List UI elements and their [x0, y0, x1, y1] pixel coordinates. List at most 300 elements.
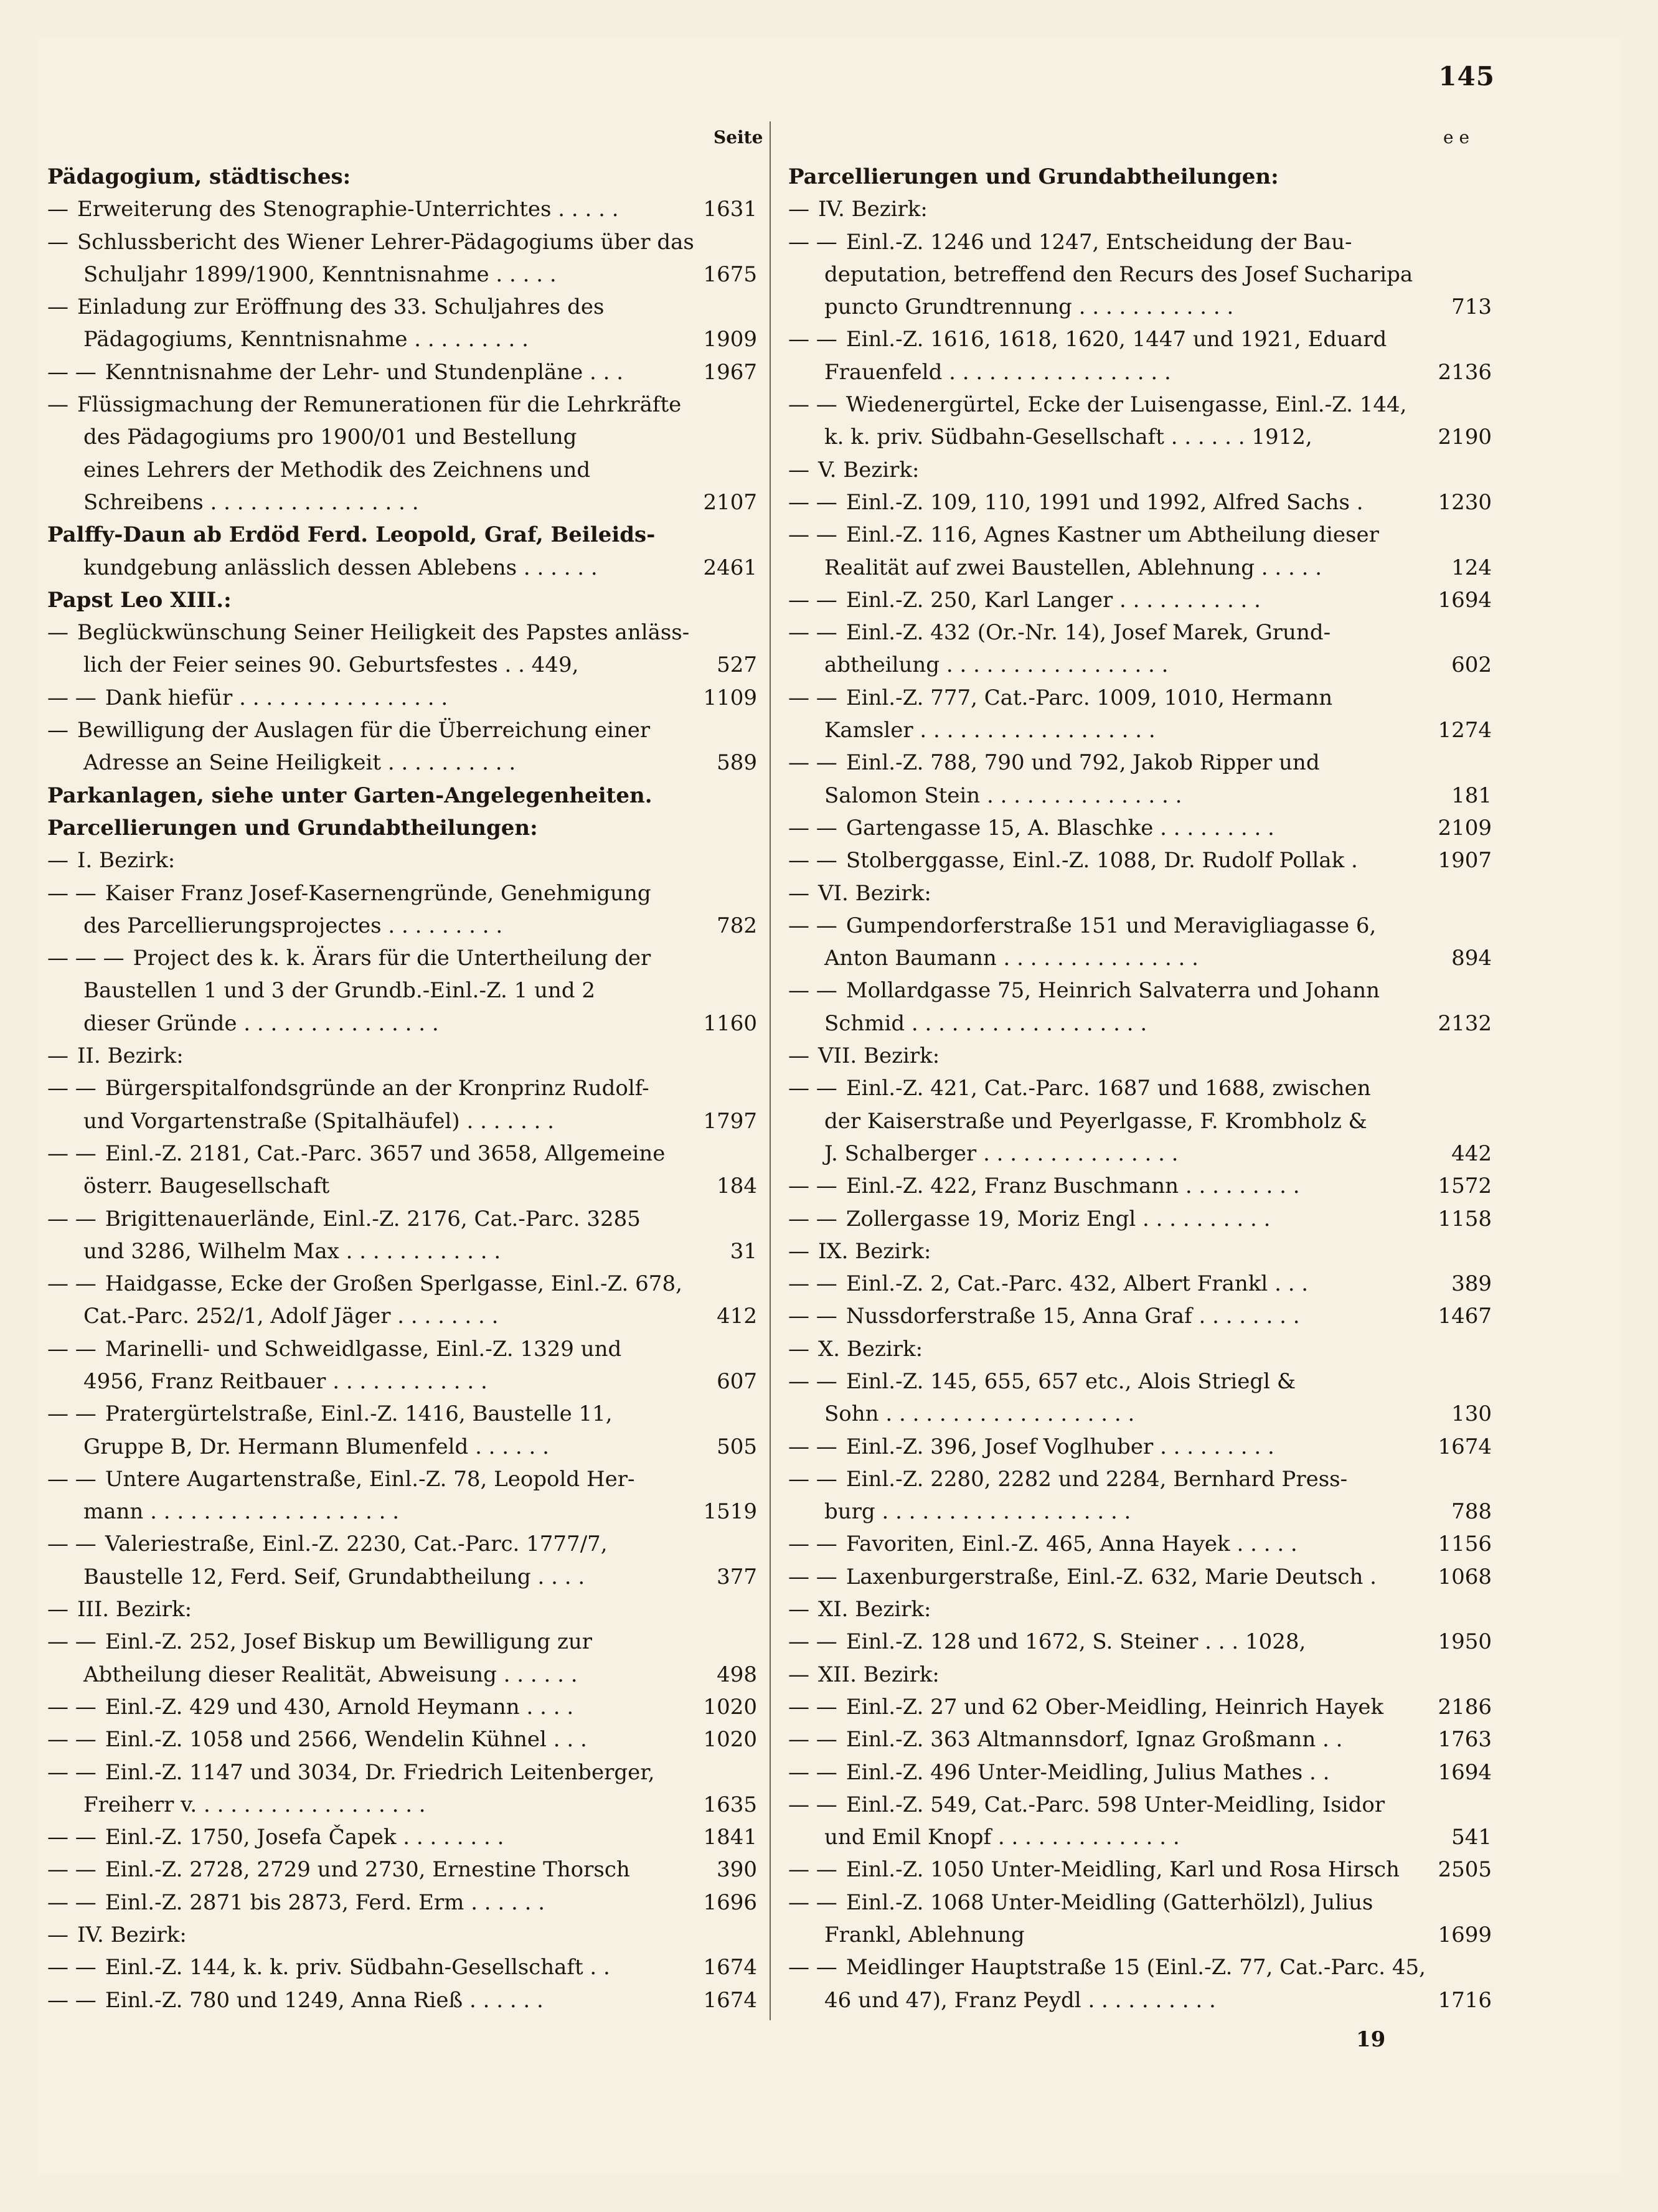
- entry-text: Wiedenergürtel, Ecke der Luisengasse, Einl.-Z. 144,: [845, 392, 1407, 418]
- entry-dash: — —: [788, 1694, 837, 1720]
- entry-text: Project des k. k. Ärars für die Untertheilung der: [133, 946, 651, 971]
- index-entry-line: [788, 1333, 1492, 1365]
- entry-text: Einl.-Z. 2181, Cat.-Parc. 3657 und 3658, Allgemeine: [105, 1141, 666, 1166]
- entry-dash: — —: [788, 1304, 837, 1329]
- entry-dash: — —: [788, 522, 837, 548]
- entry-dash: —: [788, 1336, 809, 1362]
- index-entry-line: [788, 746, 1492, 779]
- entry-text: Pädagogiums, Kenntnisnahme . . . . . . . . .: [83, 327, 529, 352]
- index-entry-line: [47, 421, 757, 453]
- entry-text: Laxenburgerstraße, Einl.-Z. 632, Marie Deutsch .: [845, 1564, 1377, 1589]
- entry-text: Valeriestraße, Einl.-Z. 2230, Cat.-Parc. 1777/7,: [105, 1532, 608, 1557]
- page-reference: 1020: [698, 1691, 757, 1723]
- page-reference: 1763: [1433, 1723, 1492, 1756]
- page-reference: 2186: [1433, 1691, 1492, 1723]
- page-reference: 1699: [1433, 1919, 1492, 1951]
- entry-text: der Kaiserstraße und Peyerlgasse, F. Krombholz &: [824, 1108, 1367, 1134]
- entry-text: Einl.-Z. 549, Cat.-Parc. 598 Unter-Meidling, Isidor: [845, 1792, 1385, 1817]
- index-entry-line: [788, 1431, 1492, 1463]
- entry-text: mann . . . . . . . . . . . . . . . . . . .: [83, 1499, 399, 1525]
- index-entry-line: [788, 877, 1492, 910]
- index-entry-line: [47, 1984, 757, 2017]
- index-entry-line: [788, 649, 1492, 681]
- index-entry-line: [47, 714, 757, 746]
- entry-text: Einl.-Z. 2280, 2282 und 2284, Bernhard Press-: [845, 1466, 1348, 1492]
- page-reference: 505: [712, 1431, 757, 1463]
- entry-dash: — —: [47, 1141, 97, 1166]
- index-entry-line: [788, 1561, 1492, 1593]
- entry-text: Gruppe B, Dr. Hermann Blumenfeld . . . . . .: [83, 1434, 549, 1459]
- index-entry-line: [47, 1593, 757, 1626]
- index-heading: Papst Leo XIII.:: [47, 587, 232, 613]
- index-entry-line: [47, 877, 757, 910]
- entry-text: Nussdorferstraße 15, Anna Graf . . . . . . . .: [845, 1304, 1300, 1329]
- entry-text: V. Bezirk:: [818, 457, 920, 482]
- entry-text: Einl.-Z. 144, k. k. priv. Südbahn-Gesellschaft . .: [105, 1955, 610, 1980]
- index-entry-line: [47, 1821, 757, 1853]
- index-entry-line: [47, 1300, 757, 1332]
- entry-text: Cat.-Parc. 252/1, Adolf Jäger . . . . . . . .: [83, 1304, 499, 1329]
- entry-text: Schuljahr 1899/1900, Kenntnisnahme . . . . .: [83, 261, 557, 287]
- page-reference: 1109: [698, 682, 757, 714]
- entry-dash: — —: [788, 1206, 837, 1231]
- entry-dash: —: [788, 880, 809, 906]
- entry-dash: — —: [788, 392, 837, 418]
- page-reference: 589: [712, 746, 757, 779]
- index-entry-line: [47, 519, 757, 551]
- entry-text: Schreibens . . . . . . . . . . . . . . . .: [83, 489, 419, 515]
- page-reference: 2190: [1433, 421, 1492, 453]
- entry-text: Marinelli- und Schweidlgasse, Einl.-Z. 1329 und: [105, 1336, 622, 1362]
- entry-text: Realität auf zwei Baustellen, Ablehnung . . . . .: [824, 555, 1322, 580]
- index-entry-line: [788, 779, 1492, 812]
- index-entry-line: [788, 388, 1492, 421]
- entry-text: XII. Bezirk:: [818, 1662, 940, 1687]
- index-entry-line: [47, 258, 757, 291]
- entry-dash: — —: [788, 1629, 837, 1655]
- page-reference: 1068: [1433, 1561, 1492, 1593]
- entry-text: Beglückwünschung Seiner Heiligkeit des Papstes anläss-: [77, 620, 690, 646]
- index-entry-line: [788, 682, 1492, 714]
- index-entry-line: [788, 1951, 1492, 1984]
- entry-dash: — —: [47, 1336, 97, 1362]
- page-reference: 2132: [1433, 1007, 1492, 1040]
- index-entry-line: [47, 486, 757, 519]
- page-reference: 1675: [698, 258, 757, 291]
- page-reference: 1519: [698, 1495, 757, 1528]
- entry-text: Sohn . . . . . . . . . . . . . . . . . . .: [824, 1401, 1135, 1427]
- entry-dash: —: [47, 197, 68, 222]
- index-entry-line: [788, 161, 1492, 193]
- entry-text: Stolberggasse, Einl.-Z. 1088, Dr. Rudolf Pollak .: [845, 848, 1358, 873]
- entry-dash: — —: [47, 685, 97, 710]
- index-entry-line: [788, 1203, 1492, 1235]
- entry-text: Zollergasse 19, Moriz Engl . . . . . . . . . .: [845, 1206, 1271, 1231]
- index-entry-line: [788, 454, 1492, 486]
- entry-text: Gartengasse 15, A. Blaschke . . . . . . . . .: [845, 815, 1274, 840]
- index-entry-line: [788, 1463, 1492, 1495]
- index-entry-line: [788, 1626, 1492, 1658]
- entry-text: 46 und 47), Franz Peydl . . . . . . . . . .: [824, 1987, 1216, 2013]
- entry-dash: —: [47, 1597, 68, 1622]
- entry-text: IX. Bezirk:: [818, 1238, 931, 1264]
- entry-text: Einl.-Z. 496 Unter-Meidling, Julius Mathes . .: [845, 1759, 1330, 1785]
- page-reference: 1907: [1433, 844, 1492, 877]
- index-column-right: [788, 161, 1492, 2017]
- entry-dash: — —: [47, 1466, 97, 1492]
- entry-text: und 3286, Wilhelm Max . . . . . . . . . . . .: [83, 1238, 501, 1264]
- entry-text: und Emil Knopf . . . . . . . . . . . . . .: [824, 1825, 1180, 1850]
- entry-dash: — —: [47, 1825, 97, 1850]
- entry-text: I. Bezirk:: [77, 848, 176, 873]
- entry-text: Einl.-Z. 777, Cat.-Parc. 1009, 1010, Hermann: [845, 685, 1333, 710]
- index-entry-line: [788, 616, 1492, 649]
- index-entry-line: [788, 714, 1492, 746]
- entry-dash: —: [788, 1238, 809, 1264]
- index-entry-line: [788, 421, 1492, 453]
- entry-dash: — —: [788, 1174, 837, 1199]
- entry-text: Einl.-Z. 1750, Josefa Čapek . . . . . . . .: [105, 1825, 504, 1850]
- page-reference: 389: [1446, 1268, 1492, 1300]
- entry-dash: —: [47, 848, 68, 873]
- entry-text: Einl.-Z. 1246 und 1247, Entscheidung der Bau-: [845, 229, 1352, 255]
- index-entry-line: [47, 1170, 757, 1202]
- entry-text: Einl.-Z. 27 und 62 Ober-Meidling, Heinrich Hayek: [845, 1694, 1384, 1720]
- entry-text: IV. Bezirk:: [77, 1923, 187, 1948]
- entry-dash: — —: [788, 1857, 837, 1883]
- index-heading: Pädagogium, städtisches:: [47, 164, 351, 189]
- entry-text: deputation, betreffend den Recurs des Josef Sucharipa: [824, 261, 1413, 287]
- index-entry-line: [47, 910, 757, 942]
- index-entry-line: [788, 291, 1492, 323]
- page-reference: 1967: [698, 356, 757, 388]
- entry-text: Adresse an Seine Heiligkeit . . . . . . . . . .: [83, 750, 516, 776]
- page-reference: 1674: [698, 1984, 757, 2017]
- entry-text: kundgebung anlässlich dessen Ablebens . . . . . .: [83, 555, 598, 580]
- index-entry-line: [788, 1040, 1492, 1072]
- entry-dash: —: [788, 1662, 809, 1687]
- entry-dash: — —: [47, 1401, 97, 1427]
- page-reference: 442: [1446, 1137, 1492, 1170]
- entry-dash: — —: [788, 750, 837, 776]
- index-entry-line: [47, 356, 757, 388]
- index-entry-line: [788, 226, 1492, 258]
- index-entry-line: [47, 1431, 757, 1463]
- page-reference: 2109: [1433, 812, 1492, 844]
- entry-dash: —: [47, 1923, 68, 1948]
- entry-text: Einladung zur Eröffnung des 33. Schuljahres des: [77, 294, 605, 320]
- index-entry-line: [788, 974, 1492, 1007]
- index-entry-line: [788, 258, 1492, 291]
- page-reference: 1572: [1433, 1170, 1492, 1202]
- index-entry-line: [788, 486, 1492, 519]
- index-entry-line: [47, 1951, 757, 1984]
- index-entry-line: [47, 323, 757, 355]
- index-entry-line: [788, 519, 1492, 551]
- index-entry-line: [788, 1659, 1492, 1691]
- entry-text: Einl.-Z. 396, Josef Voglhuber . . . . . . . . .: [845, 1434, 1274, 1459]
- index-entry-line: [788, 323, 1492, 355]
- index-entry-line: [47, 1072, 757, 1104]
- entry-dash: — —: [47, 1890, 97, 1915]
- entry-text: Einl.-Z. 2871 bis 2873, Ferd. Erm . . . . . .: [105, 1890, 545, 1915]
- page-reference: 788: [1446, 1495, 1492, 1528]
- entry-dash: — —: [47, 1076, 97, 1101]
- entry-dash: — —: [47, 1727, 97, 1753]
- entry-text: Untere Augartenstraße, Einl.-Z. 78, Leopold Her-: [105, 1466, 635, 1492]
- index-entry-line: [47, 1137, 757, 1170]
- page-reference: 181: [1446, 779, 1492, 812]
- entry-dash: — —: [788, 848, 837, 873]
- index-entry-line: [47, 1886, 757, 1919]
- entry-text: J. Schalberger . . . . . . . . . . . . . . .: [824, 1141, 1179, 1166]
- index-entry-line: [47, 1268, 757, 1300]
- index-entry-line: [47, 1919, 757, 1951]
- page-reference: 184: [712, 1170, 757, 1202]
- index-heading: Parcellierungen und Grundabtheilungen:: [47, 815, 538, 840]
- index-entry-line: [47, 1333, 757, 1365]
- entry-dash: — —: [788, 1368, 837, 1394]
- index-entry-line: [47, 682, 757, 714]
- entry-text: Einl.-Z. 363 Altmannsdorf, Ignaz Großmann . .: [845, 1727, 1343, 1753]
- entry-dash: — —: [47, 1271, 97, 1297]
- entry-dash: —: [47, 294, 68, 320]
- entry-dash: — —: [788, 1759, 837, 1785]
- entry-dash: — —: [47, 1857, 97, 1883]
- index-entry-line: [788, 584, 1492, 616]
- entry-dash: — —: [788, 327, 837, 352]
- index-entry-line: [47, 1756, 757, 1789]
- entry-text: VII. Bezirk:: [818, 1043, 940, 1069]
- page-reference: 1230: [1433, 486, 1492, 519]
- page-reference: 1716: [1433, 1984, 1492, 2017]
- entry-text: lich der Feier seines 90. Geburtsfestes . . 449,: [83, 652, 579, 678]
- entry-text: VI. Bezirk:: [818, 880, 931, 906]
- entry-text: 4956, Franz Reitbauer . . . . . . . . . . . .: [83, 1368, 488, 1394]
- entry-dash: — —: [788, 1792, 837, 1817]
- entry-text: des Pädagogiums pro 1900/01 und Bestellung: [83, 425, 577, 450]
- index-entry-line: [47, 1235, 757, 1268]
- page-reference: 2461: [698, 552, 757, 584]
- index-entry-line: [47, 1659, 757, 1691]
- index-entry-line: [47, 942, 757, 974]
- entry-dash: — —: [47, 359, 97, 385]
- entry-dash: — —: [47, 1955, 97, 1980]
- entry-text: Einl.-Z. 1050 Unter-Meidling, Karl und Rosa Hirsch: [845, 1857, 1400, 1883]
- entry-text: Einl.-Z. 421, Cat.-Parc. 1687 und 1688, zwischen: [845, 1076, 1371, 1101]
- signature-mark: 19: [1356, 2027, 1386, 2052]
- index-entry-line: [788, 1886, 1492, 1919]
- entry-text: Meidlinger Hauptstraße 15 (Einl.-Z. 77, Cat.-Parc. 45,: [845, 1955, 1426, 1980]
- entry-text: Einl.-Z. 1147 und 3034, Dr. Friedrich Leitenberger,: [105, 1759, 655, 1785]
- page-reference: 1950: [1433, 1626, 1492, 1658]
- entry-text: Einl.-Z. 2, Cat.-Parc. 432, Albert Frankl . . .: [845, 1271, 1309, 1297]
- entry-dash: —: [788, 1043, 809, 1069]
- entry-dash: — —: [47, 1759, 97, 1785]
- page-reference: 1694: [1433, 584, 1492, 616]
- entry-text: Einl.-Z. 128 und 1672, S. Steiner . . . 1028,: [845, 1629, 1306, 1655]
- index-entry-line: [47, 1007, 757, 1040]
- index-entry-line: [788, 193, 1492, 225]
- entry-text: Einl.-Z. 1068 Unter-Meidling (Gatterhölzl), Julius: [845, 1890, 1373, 1915]
- page-reference: 1631: [698, 193, 757, 225]
- entry-dash: — —: [788, 1076, 837, 1101]
- index-entry-line: [47, 454, 757, 486]
- page-reference: 130: [1446, 1398, 1492, 1430]
- page-reference: 1635: [698, 1789, 757, 1821]
- page-reference: 1841: [698, 1821, 757, 1853]
- entry-dash: — —: [47, 1532, 97, 1557]
- entry-text: Dank hiefür . . . . . . . . . . . . . . . .: [105, 685, 448, 710]
- page-reference: 377: [712, 1561, 757, 1593]
- entry-text: III. Bezirk:: [77, 1597, 192, 1622]
- index-entry-line: [47, 1105, 757, 1137]
- page-reference: 782: [712, 910, 757, 942]
- page-reference: 527: [712, 649, 757, 681]
- entry-text: Parkanlagen, siehe unter Garten-Angelegenheiten.: [47, 783, 652, 808]
- index-entry-line: [788, 1398, 1492, 1430]
- entry-text: Einl.-Z. 429 und 430, Arnold Heymann . . . .: [105, 1694, 574, 1720]
- entry-dash: — — —: [47, 946, 125, 971]
- entry-text: Baustelle 12, Ferd. Seif, Grundabtheilung . . . .: [83, 1564, 585, 1589]
- entry-text: Einl.-Z. 422, Franz Buschmann . . . . . . . . .: [845, 1174, 1300, 1199]
- entry-text: Anton Baumann . . . . . . . . . . . . . . .: [824, 946, 1199, 971]
- index-entry-line: [788, 1919, 1492, 1951]
- entry-text: Brigittenauerlände, Einl.-Z. 2176, Cat.-Parc. 3285: [105, 1206, 641, 1231]
- entry-text: Einl.-Z. 788, 790 und 792, Jakob Ripper und: [845, 750, 1320, 776]
- entry-dash: — —: [788, 978, 837, 1004]
- column-divider: [770, 121, 771, 2020]
- page-reference: 1674: [1433, 1431, 1492, 1463]
- entry-text: Einl.-Z. 145, 655, 657 etc., Alois Striegl &: [845, 1368, 1296, 1394]
- page-reference: 390: [712, 1853, 757, 1886]
- index-entry-line: [47, 388, 757, 421]
- index-entry-line: [788, 942, 1492, 974]
- entry-text: Einl.-Z. 2728, 2729 und 2730, Ernestine Thorsch: [105, 1857, 630, 1883]
- page-reference: 1467: [1433, 1300, 1492, 1332]
- index-entry-line: [788, 1365, 1492, 1398]
- index-entry-line: [47, 193, 757, 225]
- entry-dash: — —: [47, 1987, 97, 2013]
- index-entry-line: [47, 161, 757, 193]
- entry-dash: — —: [788, 620, 837, 646]
- entry-dash: — —: [788, 1727, 837, 1753]
- entry-text: Bürgerspitalfondsgründe an der Kronprinz Rudolf-: [105, 1076, 649, 1101]
- entry-dash: — —: [788, 489, 837, 515]
- index-entry-line: [47, 1365, 757, 1398]
- entry-dash: — —: [788, 1434, 837, 1459]
- page-reference: 1020: [698, 1723, 757, 1756]
- page-reference: 2505: [1433, 1853, 1492, 1886]
- seite-label-right: e e: [1443, 127, 1470, 148]
- index-entry-line: [788, 1495, 1492, 1528]
- page-reference: 2107: [698, 486, 757, 519]
- entry-text: Einl.-Z. 1058 und 2566, Wendelin Kühnel . . .: [105, 1727, 587, 1753]
- index-entry-line: [47, 649, 757, 681]
- entry-text: Bewilligung der Auslagen für die Überreichung einer: [77, 718, 651, 743]
- page-number: 145: [1438, 61, 1495, 92]
- entry-dash: — —: [47, 1629, 97, 1655]
- entry-text: Frankl, Ablehnung: [824, 1923, 1025, 1948]
- index-entry-line: [47, 1398, 757, 1430]
- index-entry-line: [47, 226, 757, 258]
- index-entry-line: [47, 974, 757, 1007]
- entry-dash: — —: [788, 1532, 837, 1557]
- page-reference: 2136: [1433, 356, 1492, 388]
- entry-dash: — —: [788, 1466, 837, 1492]
- index-entry-line: [47, 1528, 757, 1560]
- index-entry-line: [788, 844, 1492, 877]
- index-entry-line: [47, 1691, 757, 1723]
- entry-text: Flüssigmachung der Remunerationen für die Lehrkräfte: [77, 392, 682, 418]
- index-entry-line: [47, 812, 757, 844]
- index-entry-line: [47, 1561, 757, 1593]
- index-entry-line: [788, 1268, 1492, 1300]
- index-entry-line: [788, 1789, 1492, 1821]
- entry-text: IV. Bezirk:: [818, 197, 928, 222]
- page-reference: 1274: [1433, 714, 1492, 746]
- page-reference: 713: [1446, 291, 1492, 323]
- entry-dash: —: [47, 718, 68, 743]
- entry-text: Schmid . . . . . . . . . . . . . . . . . .: [824, 1010, 1147, 1036]
- entry-text: Einl.-Z. 250, Karl Langer . . . . . . . . . . .: [845, 587, 1261, 613]
- index-entry-line: [47, 616, 757, 649]
- index-entry-line: [47, 291, 757, 323]
- index-entry-line: [47, 1495, 757, 1528]
- index-entry-line: [47, 1203, 757, 1235]
- page-reference: 602: [1446, 649, 1492, 681]
- index-column-left: [47, 161, 757, 2017]
- index-entry-line: [788, 356, 1492, 388]
- entry-text: puncto Grundtrennung . . . . . . . . . . . .: [824, 294, 1234, 320]
- entry-dash: —: [47, 620, 68, 646]
- entry-dash: — —: [788, 1955, 837, 1980]
- entry-text: Mollardgasse 75, Heinrich Salvaterra und Johann: [845, 978, 1380, 1004]
- entry-dash: — —: [788, 685, 837, 710]
- index-entry-line: [47, 1853, 757, 1886]
- index-entry-line: [788, 910, 1492, 942]
- entry-text: Salomon Stein . . . . . . . . . . . . . . .: [824, 783, 1182, 808]
- entry-text: II. Bezirk:: [77, 1043, 184, 1069]
- entry-dash: — —: [788, 1564, 837, 1589]
- entry-dash: —: [788, 1597, 809, 1622]
- index-entry-line: [47, 1040, 757, 1072]
- index-entry-line: [788, 1821, 1492, 1853]
- entry-text: Einl.-Z. 432 (Or.-Nr. 14), Josef Marek, Grund-: [845, 620, 1331, 646]
- index-entry-line: [788, 1756, 1492, 1789]
- entry-dash: — —: [788, 587, 837, 613]
- entry-text: Erweiterung des Stenographie-Unterrichtes . . . . .: [77, 197, 619, 222]
- index-entry-line: [788, 1170, 1492, 1202]
- page-reference: 1674: [698, 1951, 757, 1984]
- page-reference: 31: [725, 1235, 757, 1268]
- index-entry-line: [47, 844, 757, 877]
- entry-dash: — —: [788, 913, 837, 938]
- page-reference: 1696: [698, 1886, 757, 1919]
- index-entry-line: [788, 812, 1492, 844]
- entry-text: und Vorgartenstraße (Spitalhäufel) . . . . . . .: [83, 1108, 554, 1134]
- entry-dash: —: [788, 457, 809, 482]
- entry-dash: — —: [788, 815, 837, 840]
- entry-dash: — —: [47, 880, 97, 906]
- page-reference: 412: [712, 1300, 757, 1332]
- entry-text: Baustellen 1 und 3 der Grundb.-Einl.-Z. 1 und 2: [83, 978, 596, 1004]
- page-reference: 124: [1446, 552, 1492, 584]
- seite-label-left: Seite: [714, 127, 763, 148]
- entry-text: Einl.-Z. 780 und 1249, Anna Rieß . . . . . .: [105, 1987, 544, 2013]
- entry-text: dieser Gründe . . . . . . . . . . . . . . .: [83, 1010, 439, 1036]
- entry-dash: — —: [788, 1890, 837, 1915]
